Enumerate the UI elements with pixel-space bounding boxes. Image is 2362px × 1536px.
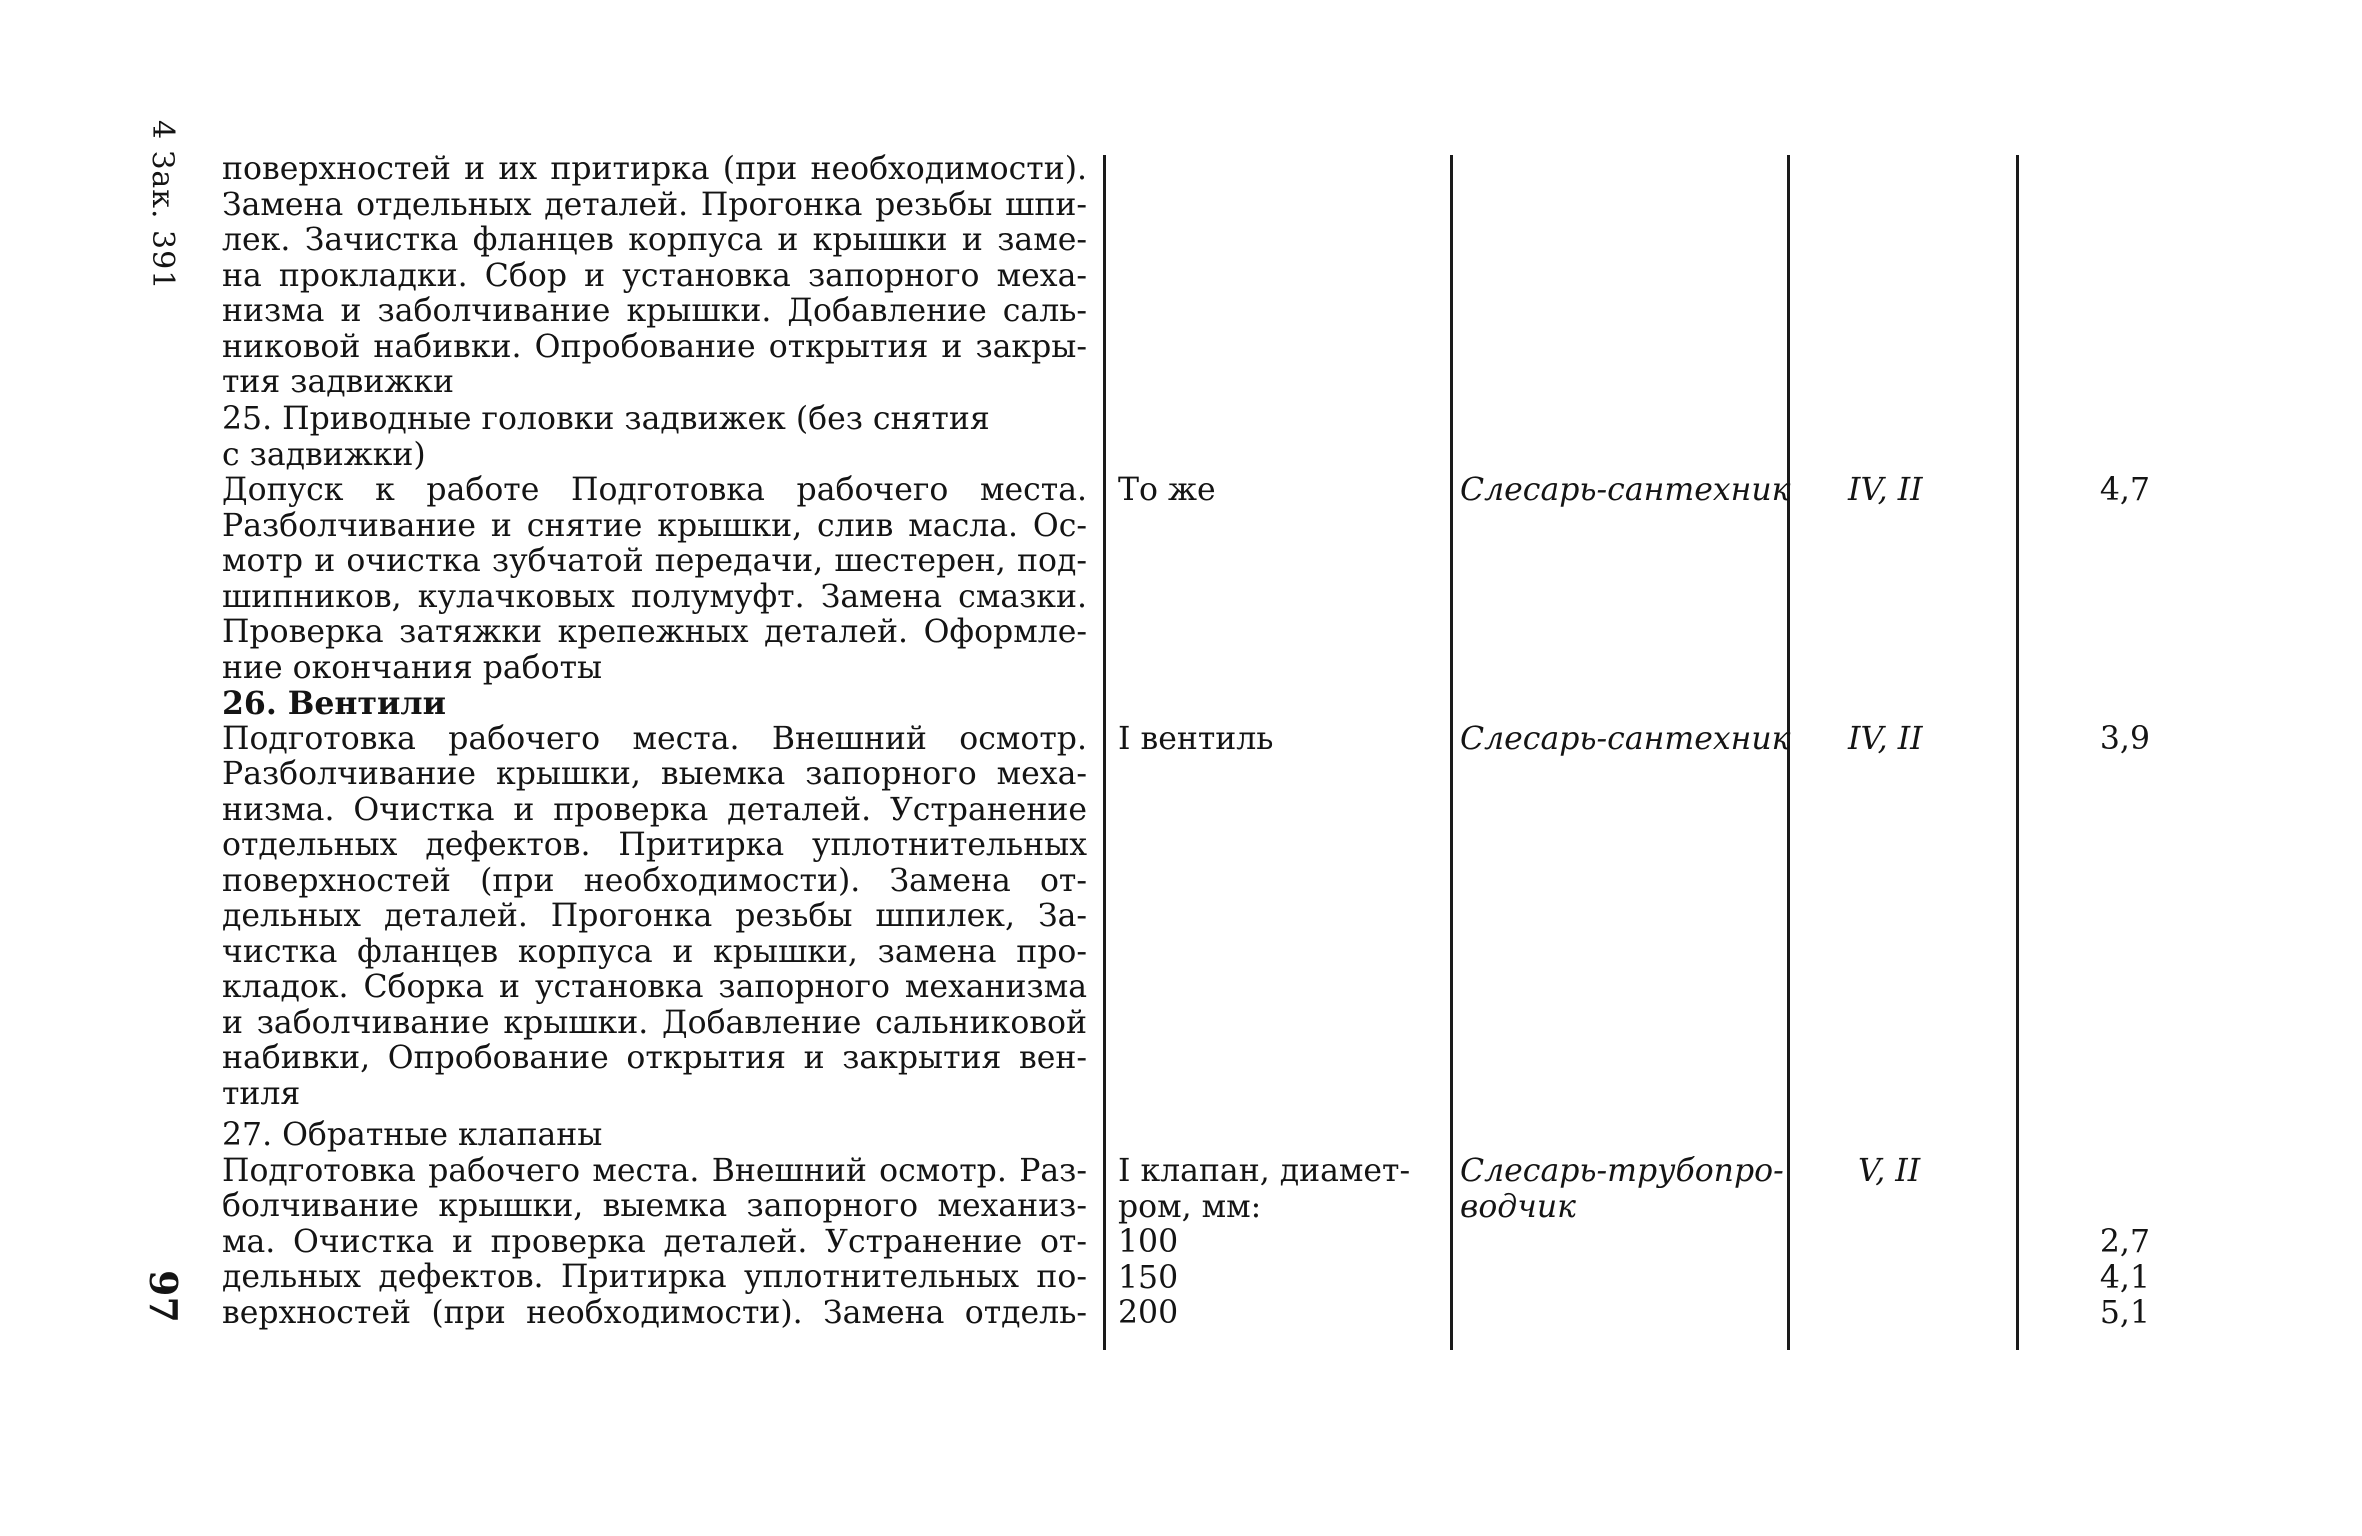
row-25-norm: 4,7: [2099, 472, 2150, 508]
column-rule-2: [1450, 155, 1453, 1350]
text-line: дельных дефектов. Притирка уплотнительных по-: [222, 1259, 1087, 1295]
text-line: тия задвижки: [222, 364, 455, 400]
row-26-profession: Слесарь-сантехник: [1460, 721, 1791, 757]
order-note-text: 4 Зак. 391: [145, 120, 180, 291]
text-line: Проверка затяжки крепежных деталей. Оформле-: [222, 614, 1087, 650]
row-25-heading: с задвижки): [222, 436, 426, 473]
text-line: ние окончания работы: [222, 649, 603, 686]
row-27-unit-line: ром, мм:: [1118, 1188, 1262, 1225]
row-27-unit: [1118, 1154, 1410, 1332]
row-27-grade: V, II: [1858, 1153, 1921, 1189]
text-line: поверхностей и их притирка (при необходимости).: [222, 151, 1087, 187]
text-line: Разболчивание и снятие крышки, слив масла. Ос-: [222, 507, 1087, 544]
row-26-description: [222, 686, 1087, 1112]
row-25-heading: 25. Приводные головки задвижек (без снятия: [222, 401, 990, 437]
row-27-norm: 2,7: [2099, 1224, 2150, 1260]
text-line: дельных деталей. Прогонка резьбы шпилек, За-: [222, 898, 1087, 934]
text-line: и заболчивание крышки. Добавление сальниковой: [222, 1004, 1087, 1041]
row-27-diameter: 100: [1118, 1224, 1179, 1260]
row-25-description: [222, 402, 1087, 686]
text-line: никовой набивки. Опробование открытия и закры-: [222, 328, 1087, 365]
row-27-norms: [2060, 1225, 2150, 1332]
row-27-profession: [1460, 1154, 1784, 1225]
text-line: Замена отдельных деталей. Прогонка резьбы шпи-: [222, 186, 1087, 223]
text-line: на прокладки. Сбор и установка запорного меха-: [222, 257, 1087, 294]
text-line: тиля: [222, 1075, 301, 1112]
text-line: низма. Очистка и проверка деталей. Устранение: [222, 791, 1087, 828]
row-27-profession-line: водчик: [1460, 1188, 1576, 1225]
row-27-norm: 4,1: [2099, 1259, 2150, 1296]
text-line: чистка фланцев корпуса и крышки, замена про-: [222, 933, 1087, 970]
row-25-grade: IV, II: [1848, 472, 1923, 508]
text-line: шипников, кулачковых полумуфт. Замена смазки.: [222, 578, 1087, 615]
text-line: Разболчивание крышки, выемка запорного меха-: [222, 756, 1087, 792]
text-line: Подготовка рабочего места. Внешний осмотр. Раз-: [222, 1152, 1087, 1189]
text-line: Допуск к работе Подготовка рабочего места.: [222, 472, 1087, 508]
text-line: ма. Очистка и проверка деталей. Устранение от-: [222, 1223, 1087, 1260]
continued-description: [222, 152, 1087, 401]
text-line: мотр и очистка зубчатой передачи, шестерен, под-: [222, 543, 1087, 579]
margin-order-note: [138, 120, 198, 320]
row-26-unit: I вентиль: [1118, 721, 1274, 757]
text-line: болчивание крышки, выемка запорного механиз-: [222, 1188, 1087, 1224]
row-27-profession-line: Слесарь-трубопро-: [1460, 1153, 1784, 1189]
text-line: поверхностей (при необходимости). Замена от-: [222, 862, 1087, 899]
text-line: отдельных дефектов. Притирка уплотнительных: [222, 827, 1087, 863]
row-26-norm: 3,9: [2099, 721, 2150, 757]
row-26-heading: 26. Вентили: [222, 685, 446, 722]
row-27-unit-line: I клапан, диамет-: [1118, 1153, 1411, 1189]
text-line: набивки, Опробование открытия и закрытия вен-: [222, 1040, 1087, 1076]
row-27-description: [222, 1118, 1087, 1331]
text-line: Подготовка рабочего места. Внешний осмотр.: [222, 720, 1087, 757]
page-number: 97: [141, 1270, 186, 1323]
row-27-heading: 27. Обратные клапаны: [222, 1117, 603, 1153]
text-line: кладок. Сборка и установка запорного механизма: [222, 969, 1087, 1005]
column-rule-4: [2016, 155, 2019, 1350]
text-line: верхностей (при необходимости). Замена отдель-: [222, 1294, 1087, 1331]
text-line: лек. Зачистка фланцев корпуса и крышки и заме-: [222, 222, 1087, 258]
column-rule-1: [1103, 155, 1106, 1350]
row-27-diameter: 150: [1118, 1259, 1179, 1296]
row-27-diameter: 200: [1118, 1295, 1179, 1331]
row-26-grade: IV, II: [1848, 721, 1923, 757]
row-25-profession: Слесарь-сантехник: [1460, 472, 1791, 508]
text-line: низма и заболчивание крышки. Добавление саль-: [222, 293, 1087, 329]
row-25-unit: То же: [1118, 472, 1216, 508]
row-27-norm: 5,1: [2099, 1295, 2150, 1331]
margin-page-number: [141, 1270, 210, 1360]
